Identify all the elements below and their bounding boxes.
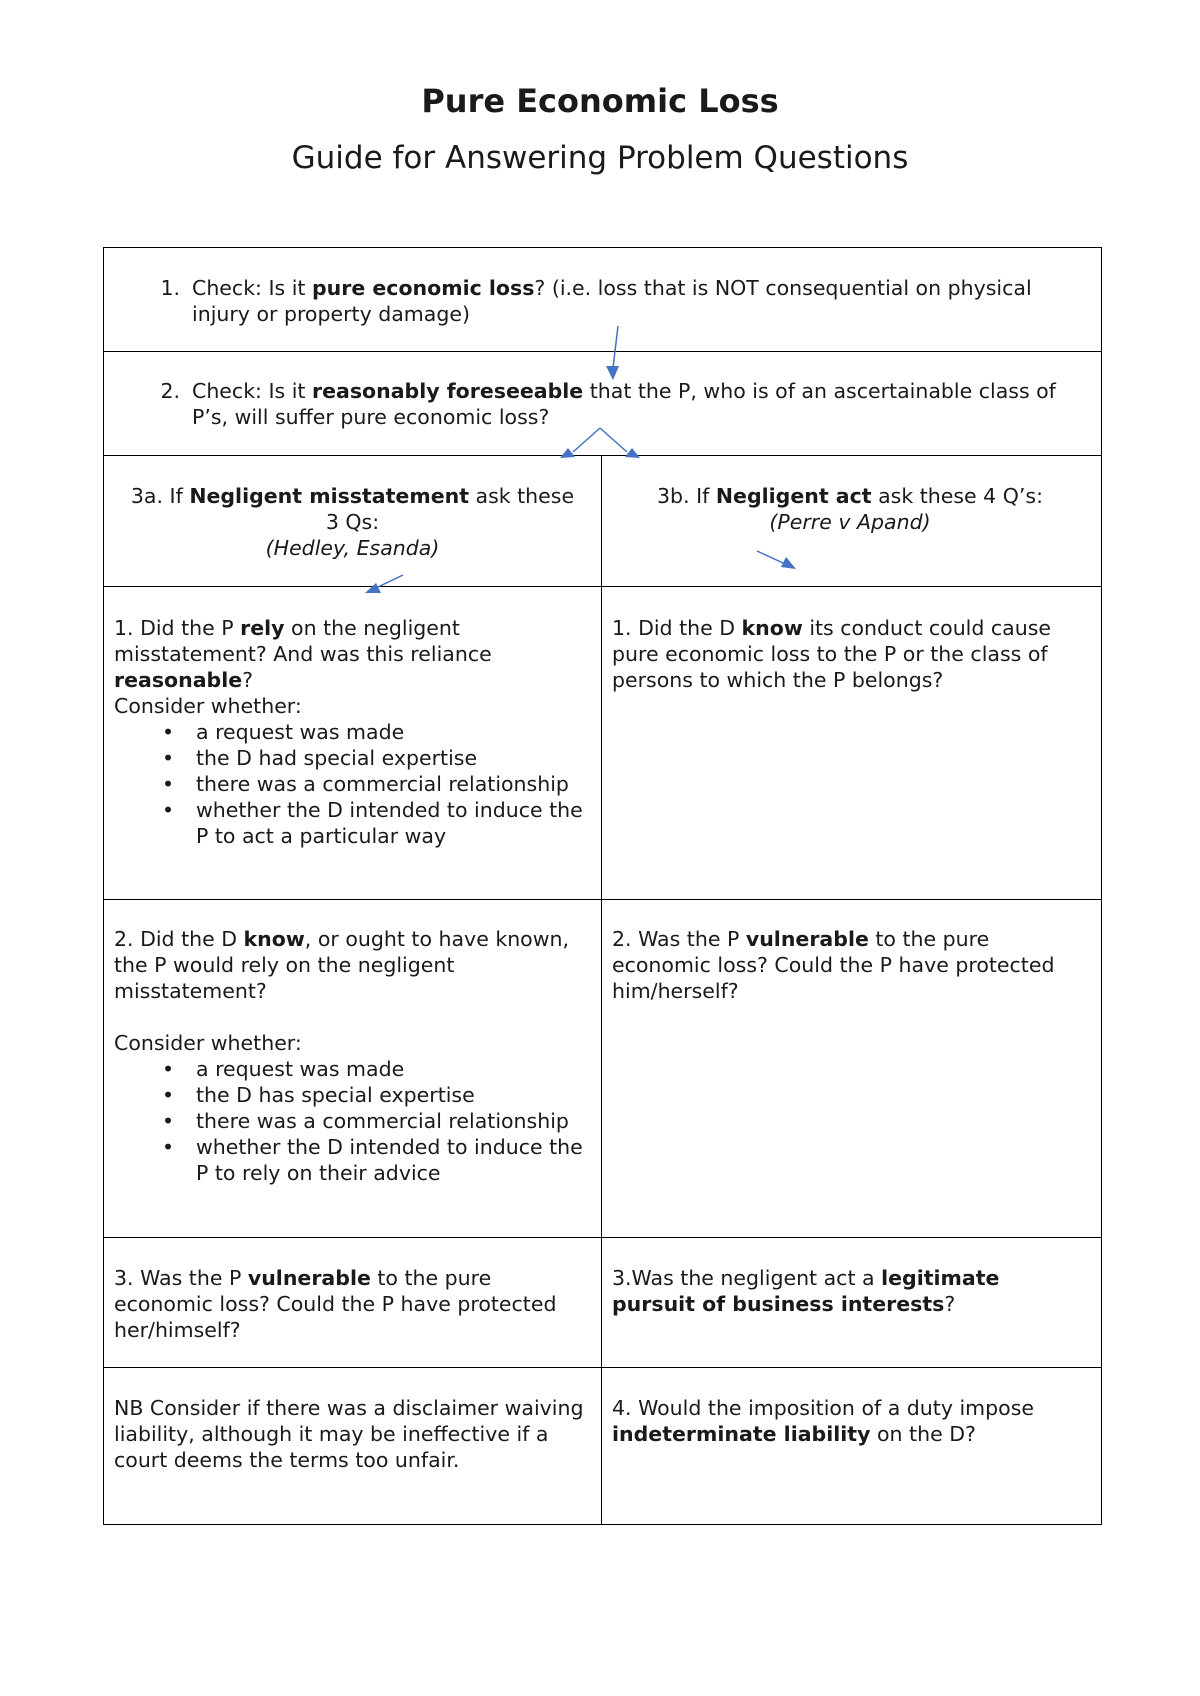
step1-text-post: ? (i.e. loss that is NOT consequential on physical injury or property damage) [192,276,1032,326]
right-head-post: ask these 4 Q’s: [871,484,1043,508]
bullet-text: whether the D intended to induce the P to act a particular way [196,798,583,848]
bullet-text: the D had special expertise [196,746,478,770]
bullet-icon: • [162,1057,175,1081]
step1-number: 1. [160,276,180,300]
step2-bold: reasonably foreseeable [311,379,584,403]
arrow-step1-to-step2 [613,326,618,368]
left2-post: , or ought to have known, the P would rely on the negligent misstatement? [114,927,570,1003]
bullet-icon: • [162,720,175,744]
right1-post: its conduct could cause pure economic loss to the P or the class of persons to which the P belongs? [612,616,1052,692]
step2-text-post: that the P, who is of an ascertainable class of P’s, will suffer pure economic loss? [192,379,1056,429]
bullet-icon: • [162,1135,175,1159]
left2-consider: Consider whether: [114,1031,302,1055]
right2-post: to the pure economic loss? Could the P have protected him/herself? [612,927,1055,1003]
step2-number: 2. [160,379,180,403]
left1-mid: on the negligent misstatement? And was this reliance [114,616,492,666]
right2-bold: vulnerable [745,927,869,951]
right3-bold: legitimate pursuit of business interests [612,1266,1000,1316]
left1-bold2: reasonable [114,668,243,692]
right4-bold: indeterminate liability [612,1422,871,1446]
left1-post: ? [242,668,254,692]
bullet-icon: • [162,746,175,770]
bullet-text: there was a commercial relationship [196,772,569,796]
right-head-pre: 3b. If [657,484,716,508]
step1-text-pre: Check: Is it [192,276,312,300]
arrow-to-right-column [757,551,783,563]
left-head-bold: Negligent misstatement [189,484,469,508]
bullet-icon: • [162,798,175,822]
left-head-post: ask these 3 Qs: [325,484,575,534]
bullet-text: there was a commercial relationship [196,1109,569,1133]
bullet-icon: • [162,1083,175,1107]
arrowhead-icon [606,366,619,380]
arrow-split-right [600,428,627,452]
bullet-text: a request was made [196,720,405,744]
right4-pre: 4. Would the imposition of a duty impose [612,1396,1035,1420]
right2-pre: 2. Was the P [612,927,746,951]
right1-bold: know [741,616,803,640]
left3-pre: 3. Was the P [114,1266,248,1290]
arrowhead-icon [781,557,796,569]
right3-post: ? [944,1292,956,1316]
arrow-split-left [573,428,600,452]
left2-bold: know [243,927,305,951]
arrowhead-icon [560,448,575,458]
left1-bold1: rely [240,616,285,640]
bullet-text: the D has special expertise [196,1083,475,1107]
right-head-bold: Negligent act [715,484,872,508]
bullet-icon: • [162,772,175,796]
right1-pre: 1. Did the D [612,616,742,640]
left3-post: to the pure economic loss? Could the P have protected her/himself? [114,1266,557,1342]
step1-bold: pure economic loss [311,276,535,300]
bullet-text: whether the D intended to induce the P to rely on their advice [196,1135,583,1185]
left-head-pre: 3a. If [130,484,190,508]
page-subtitle: Guide for Answering Problem Questions [291,140,909,176]
right-head-cases: (Perre v Apand) [769,510,931,534]
left3-bold: vulnerable [247,1266,371,1290]
left1-pre: 1. Did the P [114,616,241,640]
arrowhead-icon [365,583,381,593]
arrowhead-icon [625,448,640,458]
left-head-cases: (Hedley, Esanda) [265,536,440,560]
left1-consider: Consider whether: [114,694,302,718]
left4-text: NB Consider if there was a disclaimer waiving liability, although it may be ineffective if a court deems the terms too unfair. [114,1396,584,1472]
right3-pre: 3.Was the negligent act a [612,1266,882,1290]
page-title: Pure Economic Loss [421,82,779,120]
right4-post: on the D? [870,1422,976,1446]
left2-pre: 2. Did the D [114,927,244,951]
bullet-icon: • [162,1109,175,1133]
step2-text-pre: Check: Is it [192,379,312,403]
arrow-to-left-column [378,575,403,587]
bullet-text: a request was made [196,1057,405,1081]
